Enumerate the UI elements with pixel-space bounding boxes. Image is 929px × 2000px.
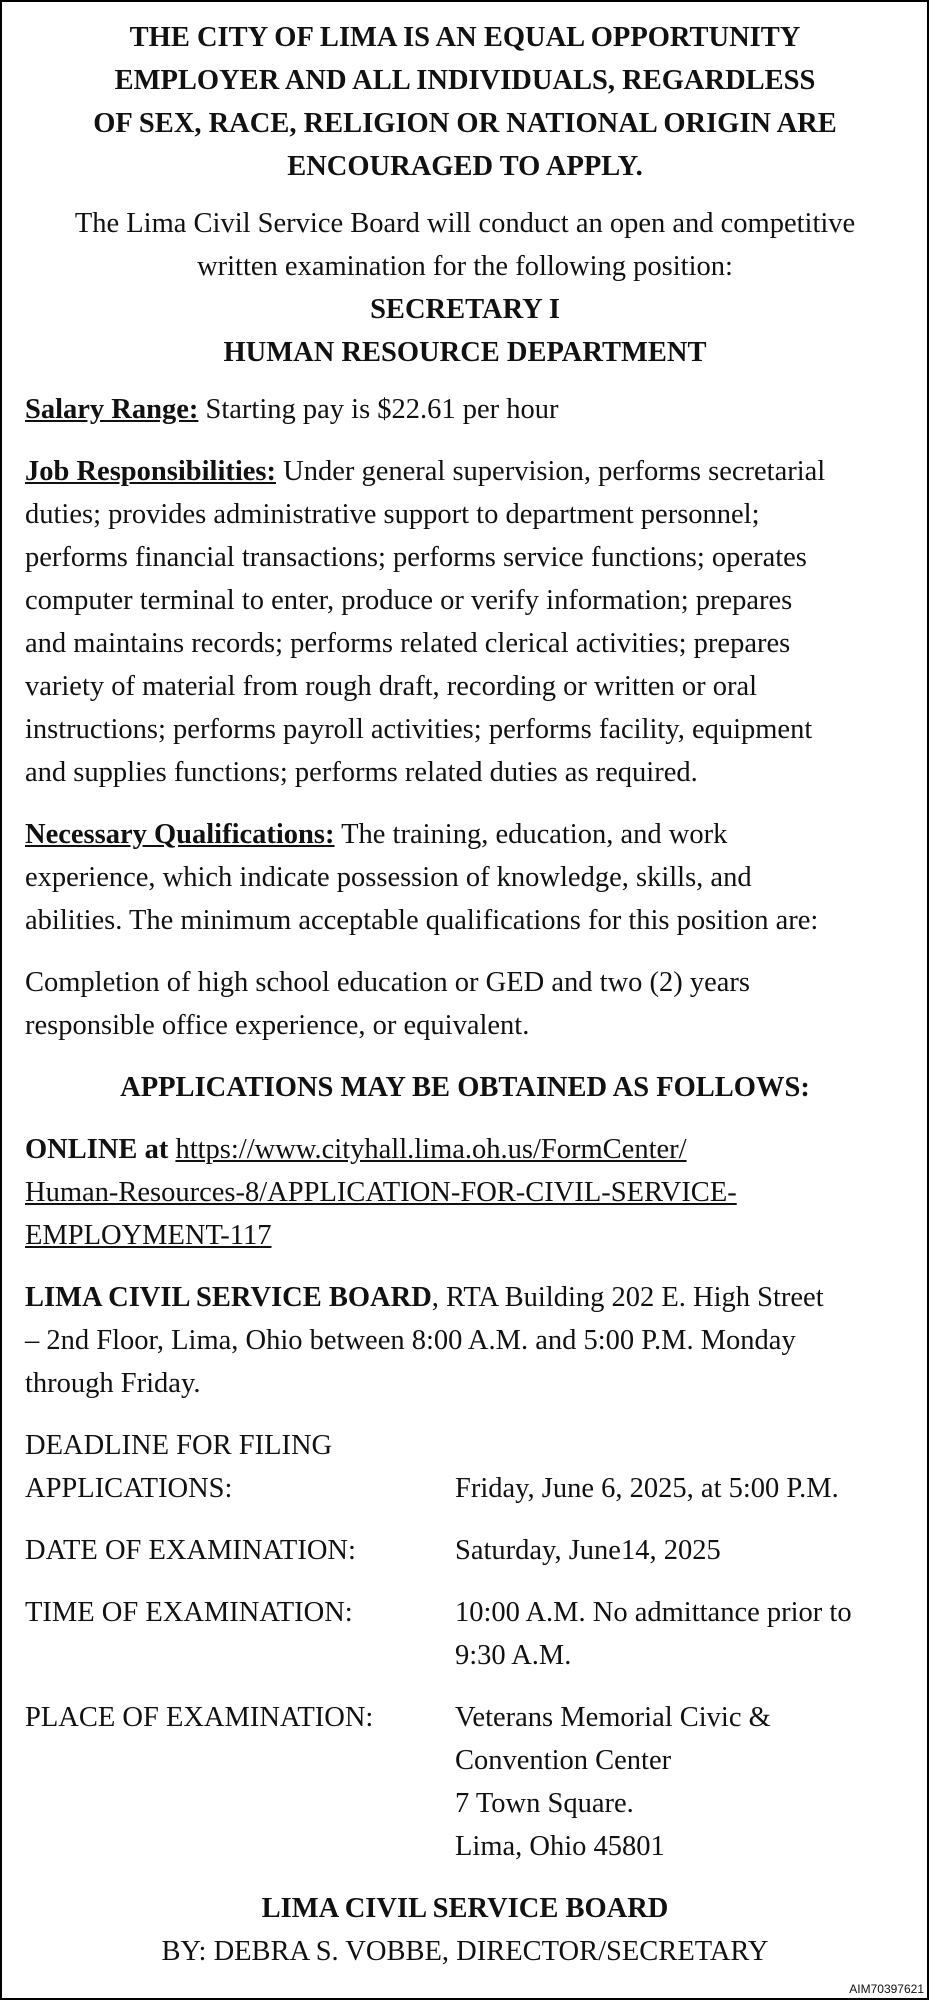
schedule-deadline	[25, 1424, 905, 1510]
schedule-label-line: APPLICATIONS:	[25, 1473, 233, 1504]
schedule-value-line: Veterans Memorial Civic &	[455, 1702, 771, 1733]
responsibilities-line: and supplies functions; performs related duties as required.	[25, 757, 698, 788]
schedule-value: Saturday, June14, 2025	[455, 1535, 721, 1566]
intro-line: The Lima Civil Service Board will conduct an open and competitive	[74, 208, 856, 239]
office-label: LIMA CIVIL SERVICE BOARD	[25, 1282, 432, 1313]
online-label: ONLINE at	[25, 1134, 169, 1165]
salary-text: Starting pay is $22.61 per hour	[198, 394, 559, 425]
qualifications-label: Necessary Qualifications:	[25, 819, 335, 850]
requirement-line: responsible office experience, or equivalent.	[25, 1010, 530, 1041]
responsibilities-line: performs financial transactions; performs service functions; operates	[25, 542, 807, 573]
schedule-value	[455, 1696, 905, 1868]
schedule-value	[455, 1591, 905, 1677]
responsibilities-line: and maintains records; performs related clerical activities; prepares	[25, 628, 791, 659]
url-line[interactable]: https://www.cityhall.lima.oh.us/FormCenter/	[175, 1134, 687, 1165]
job-responsibilities	[25, 450, 905, 794]
responsibilities-line: instructions; performs payroll activities; performs facility, equipment	[25, 714, 813, 745]
headline-line: EMPLOYER AND ALL INDIVIDUALS, REGARDLESS	[114, 65, 816, 96]
schedule-label	[25, 1424, 455, 1510]
schedule-value	[455, 1424, 905, 1510]
schedule-label-line: DEADLINE FOR FILING	[25, 1430, 333, 1461]
eeo-headline	[25, 16, 905, 188]
headline-line: ENCOURAGED TO APPLY.	[287, 151, 643, 182]
headline-line: THE CITY OF LIMA IS AN EQUAL OPPORTUNITY	[129, 22, 801, 53]
url-line[interactable]: EMPLOYMENT-117	[25, 1220, 272, 1251]
schedule-label: PLACE OF EXAMINATION:	[25, 1702, 374, 1733]
schedule-value-line: Lima, Ohio 45801	[455, 1831, 665, 1862]
position-title: SECRETARY I	[370, 294, 560, 325]
requirement-line: Completion of high school education or GED and two (2) years	[25, 967, 751, 998]
headline-line: OF SEX, RACE, RELIGION OR NATIONAL ORIGIN ARE	[93, 108, 837, 139]
office-line: – 2nd Floor, Lima, Ohio between 8:00 A.M. and 5:00 P.M. Monday	[25, 1325, 796, 1356]
office-line: through Friday.	[25, 1368, 201, 1399]
schedule-value-line: 7 Town Square.	[455, 1788, 634, 1819]
responsibilities-line: duties; provides administrative support to department personnel;	[25, 499, 760, 530]
office-line: , RTA Building 202 E. High Street	[431, 1282, 824, 1313]
reference-id: AIM70397621	[849, 1982, 924, 1996]
responsibilities-line: variety of material from rough draft, recording or written or oral	[25, 671, 758, 702]
responsibilities-line: Under general supervision, performs secretarial	[276, 456, 826, 487]
intro-paragraph	[25, 202, 905, 288]
signature-block	[25, 1887, 905, 1973]
minimum-requirements	[25, 961, 905, 1047]
necessary-qualifications	[25, 813, 905, 942]
footer-signer: BY: DEBRA S. VOBBE, DIRECTOR/SECRETARY	[161, 1936, 769, 1967]
schedule-value-line: Convention Center	[455, 1745, 672, 1776]
footer-org: LIMA CIVIL SERVICE BOARD	[261, 1893, 669, 1924]
qualifications-line: abilities. The minimum acceptable qualifications for this position are:	[25, 905, 819, 936]
salary-label: Salary Range:	[25, 394, 199, 425]
responsibilities-label: Job Responsibilities:	[25, 456, 277, 487]
responsibilities-line: computer terminal to enter, produce or verify information; prepares	[25, 585, 793, 616]
department-name: HUMAN RESOURCE DEPARTMENT	[223, 337, 707, 368]
applications-heading: APPLICATIONS MAY BE OBTAINED AS FOLLOWS:	[120, 1072, 810, 1103]
intro-line: written examination for the following position:	[197, 251, 733, 282]
schedule-label: TIME OF EXAMINATION:	[25, 1597, 353, 1628]
schedule-exam-date	[25, 1529, 905, 1572]
salary-range	[25, 388, 905, 431]
position-block	[25, 288, 905, 374]
office-application	[25, 1276, 905, 1405]
qualifications-line: experience, which indicate possession of knowledge, skills, and	[25, 862, 752, 893]
schedule-exam-time	[25, 1591, 905, 1677]
schedule-value-line: 9:30 A.M.	[455, 1640, 572, 1671]
online-application	[25, 1128, 905, 1257]
url-line[interactable]: Human-Resources-8/APPLICATION-FOR-CIVIL-SERVICE-	[25, 1177, 737, 1208]
schedule-label: DATE OF EXAMINATION:	[25, 1535, 356, 1566]
schedule-value-line: Friday, June 6, 2025, at 5:00 P.M.	[455, 1473, 839, 1504]
qualifications-line: The training, education, and work	[334, 819, 728, 850]
schedule-exam-place	[25, 1696, 905, 1868]
schedule-value-line: 10:00 A.M. No admittance prior to	[455, 1597, 852, 1628]
